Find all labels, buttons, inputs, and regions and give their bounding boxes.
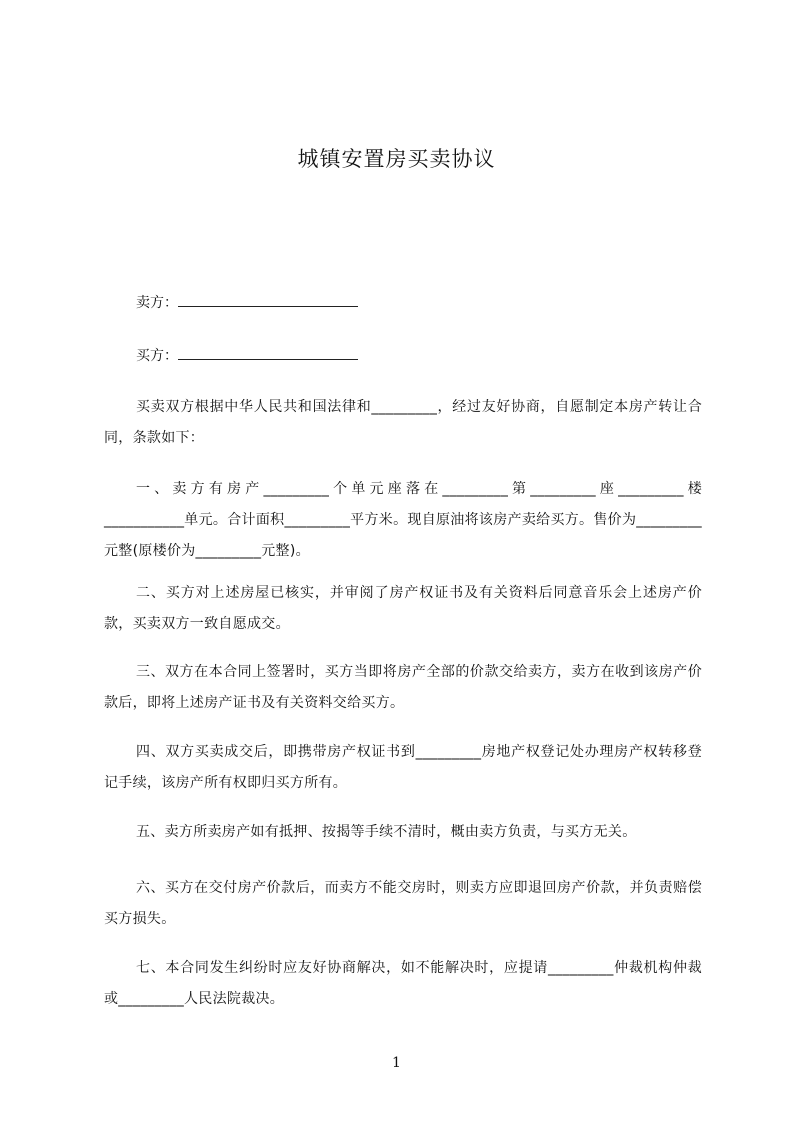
buyer-line xyxy=(136,345,358,366)
page-number: 1 xyxy=(392,1055,401,1071)
clause-1: 一、卖方有房产_________个单元座落在_________第_________座_________楼___________单元。合计面积_________平方米。现自原油将该房产卖给买方。售价为_________元整(原楼价为_________元整)。 xyxy=(104,481,702,559)
clause-6: 六、买方在交付房产价款后，而卖方不能交房时，则卖方应即退回房产价款，并负责赔偿买方损失。 xyxy=(104,880,702,927)
document-title: 城镇安置房买卖协议 xyxy=(297,147,496,171)
buyer-blank xyxy=(178,345,358,360)
seller-blank xyxy=(178,292,358,307)
clause-2: 二、买方对上述房屋已核实，并审阅了房产权证书及有关资料后同意音乐会上述房产价款，买卖双方一致自愿成交。 xyxy=(104,585,702,632)
clause-4: 四、双方买卖成交后，即携带房产权证书到_________房地产权登记处办理房产权转移登记手续，该房产所有权即归买方所有。 xyxy=(104,744,702,791)
buyer-label: 买方： xyxy=(136,348,178,364)
seller-label: 卖方： xyxy=(136,295,178,311)
clause-7: 七、本合同发生纠纷时应友好协商解决，如不能解决时，应提请_________仲裁机构仲裁或_________人民法院裁决。 xyxy=(104,960,702,1007)
clause-3: 三、双方在本合同上签署时，买方当即将房产全部的价款交给卖方，卖方在收到该房产价款后，即将上述房产证书及有关资料交给买方。 xyxy=(104,664,702,711)
intro-paragraph: 买卖双方根据中华人民共和国法律和_________，经过友好协商，自愿制定本房产转让合同，条款如下： xyxy=(104,399,702,446)
seller-line xyxy=(136,292,358,313)
clause-5: 五、卖方所卖房产如有抵押、按揭等手续不清时，概由卖方负责，与买方无关。 xyxy=(136,824,637,840)
